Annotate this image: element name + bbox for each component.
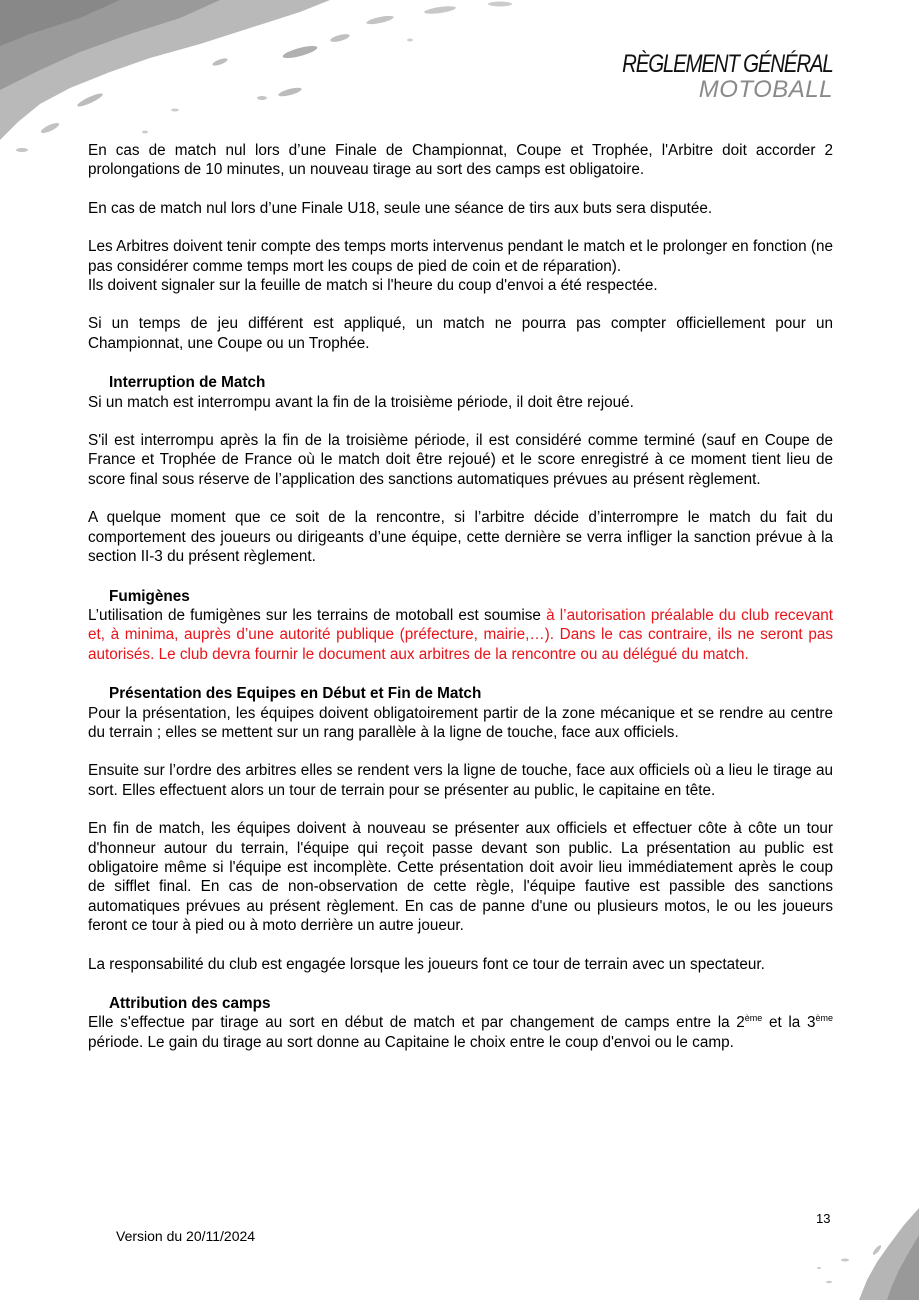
header-title-line2: MOTOBALL (698, 76, 833, 103)
paragraph: La responsabilité du club est engagée lorsque les joueurs font ce tour de terrain avec un spectateur. (88, 955, 765, 973)
section-heading-interruption: Interruption de Match (109, 374, 266, 392)
paragraph-text: L’utilisation de fumigènes sur les terrains de motoball est soumise (88, 606, 547, 624)
paragraph: Les Arbitres doivent tenir compte des temps morts intervenus pendant le match et le prolonger en fonction (ne pas considérer comme temps mort les coups de pied de coin et de réparation). (88, 238, 833, 275)
section-heading-fumigenes: Fumigènes (109, 587, 190, 605)
paragraph: Si un match est interrompu avant la fin de la troisième période, il doit être rejoué. (88, 393, 634, 411)
paragraph: A quelque moment que ce soit de la rencontre, si l’arbitre décide d’interrompre le match du fait du comportement des joueurs ou dirigeants d’une équipe, cette dernière se verra infliger la sanction prévue à la section II-3 du présent règlement. (88, 509, 833, 566)
highlighted-red-text: à l’autorisation préalable du club recevant et, à minima, auprès d’une autorité publique (préfecture, mairie,…). Dans le cas contraire, ils ne seront pas autorisés. Le club devra fournir le document aux arbitres de la rencontre ou au délégué du match. (88, 606, 833, 663)
document-header-title (576, 52, 833, 102)
superscript: ème (815, 1013, 833, 1024)
paragraph-text: période. Le gain du tirage au sort donne au Capitaine le choix entre le coup d'envoi ou le camp. (88, 1033, 734, 1051)
decorative-splash-bottom-right (759, 1190, 919, 1300)
paragraph: En cas de match nul lors d’une Finale U18, seule une séance de tirs aux buts sera disputée. (88, 199, 713, 217)
paragraph-text: Elle s'effectue par tirage au sort en début de match et par changement de camps entre la 2 (88, 1014, 745, 1032)
paragraph: Si un temps de jeu différent est appliqué, un match ne pourra pas compter officiellement pour un Championnat, une Coupe ou un Trophée. (88, 315, 833, 352)
paragraph: S'il est interrompu après la fin de la troisième période, il est considéré comme terminé (sauf en Coupe de France et Trophée de France où le match doit être rejoué) et le score enregistré à ce moment tient lieu de score final sous réserve de l’application des sanctions automatiques prévues au présent règlement. (88, 432, 833, 488)
paragraph: Ils doivent signaler sur la feuille de match si l'heure du coup d'envoi a été respectée. (88, 277, 658, 295)
footer-version: Version du 20/11/2024 (116, 1228, 256, 1244)
paragraph (88, 1013, 833, 1052)
paragraph-text: et la 3 (762, 1014, 816, 1032)
paragraph (88, 606, 833, 664)
document-body (88, 141, 833, 1052)
paragraph: En cas de match nul lors d’une Finale de Championnat, Coupe et Trophée, l'Arbitre doit accorder 2 prolongations de 10 minutes, un nouveau tirage au sort des camps est obligatoire. (88, 142, 833, 179)
header-title-line1: RÈGLEMENT GÉNÉRAL (622, 50, 833, 78)
page-number: 13 (816, 1211, 831, 1226)
paragraph: Ensuite sur l’ordre des arbitres elles se rendent vers la ligne de touche, face aux officiels où a lieu le tirage au sort. Elles effectuent alors un tour de terrain pour se présenter au public, le capitaine en tête. (88, 762, 833, 799)
superscript: ème (744, 1013, 763, 1024)
section-heading-attribution: Attribution des camps (109, 995, 271, 1012)
paragraph: En fin de match, les équipes doivent à nouveau se présenter aux officiels et effectuer côte à côte un tour d'honneur autour du terrain, l'équipe qui reçoit passe devant son public. La présentation au public est obligatoire même si l'équipe est incomplète. Cette présentation doit avoir lieu immédiatement après le coup de sifflet final. En cas de non-observation de cette règle, l'équipe fautive est passible des sanctions automatiques prévues au présent règlement. En cas de panne d'une ou plusieurs motos, le ou les joueurs feront ce tour à pied ou à moto derrière un autre joueur. (88, 820, 833, 935)
section-heading-presentation: Présentation des Equipes en Début et Fin de Match (109, 685, 482, 703)
paragraph: Pour la présentation, les équipes doivent obligatoirement partir de la zone mécanique et se rendre au centre du terrain ; elles se mettent sur un rang parallèle à la ligne de touche, face aux officiels. (88, 704, 833, 741)
